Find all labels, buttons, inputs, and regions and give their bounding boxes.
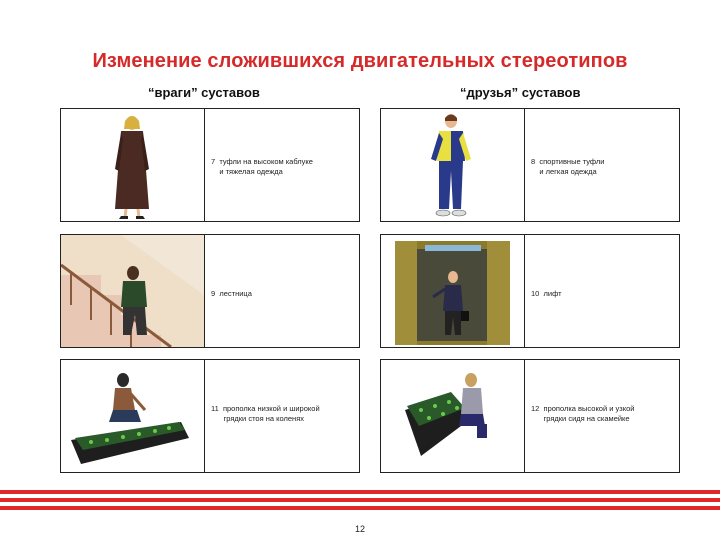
stripe	[0, 506, 720, 510]
page-title: Изменение сложившихся двигательных стереотипов	[92, 50, 628, 72]
left-column-heading: “враги” суставов	[148, 85, 260, 100]
panel-stairs	[60, 234, 360, 348]
caption-9: 9 лестница	[211, 289, 252, 298]
caption-11: 11 прополка низкой и широкой грядки стоя на коленях	[211, 404, 320, 423]
right-column-heading: “друзья” суставов	[460, 85, 581, 100]
caption-8: 8 спортивные туфли и легкая одежда	[531, 157, 605, 176]
panel-high-narrow-bed	[380, 359, 680, 473]
kneeling-gardener-illustration	[61, 360, 205, 472]
seated-gardener-illustration	[381, 360, 525, 472]
woman-in-coat-illustration	[61, 109, 205, 221]
stripe	[0, 490, 720, 494]
caption-10: 10 лифт	[531, 289, 562, 298]
caption-7: 7 туфли на высоком каблуке и тяжелая одежда	[211, 157, 313, 176]
page-number: 12	[354, 524, 365, 534]
panel-low-wide-bed	[60, 359, 360, 473]
panel-elevator	[380, 234, 680, 348]
panel-heels-heavy-clothes	[60, 108, 360, 222]
man-in-elevator-illustration	[381, 235, 525, 347]
man-on-stairs-illustration	[61, 235, 205, 347]
panel-sneakers-light-clothes	[380, 108, 680, 222]
stripe	[0, 498, 720, 502]
caption-12: 12 прополка высокой и узкой грядки сидя на скамейке	[531, 404, 635, 423]
man-in-tracksuit-illustration	[381, 109, 525, 221]
